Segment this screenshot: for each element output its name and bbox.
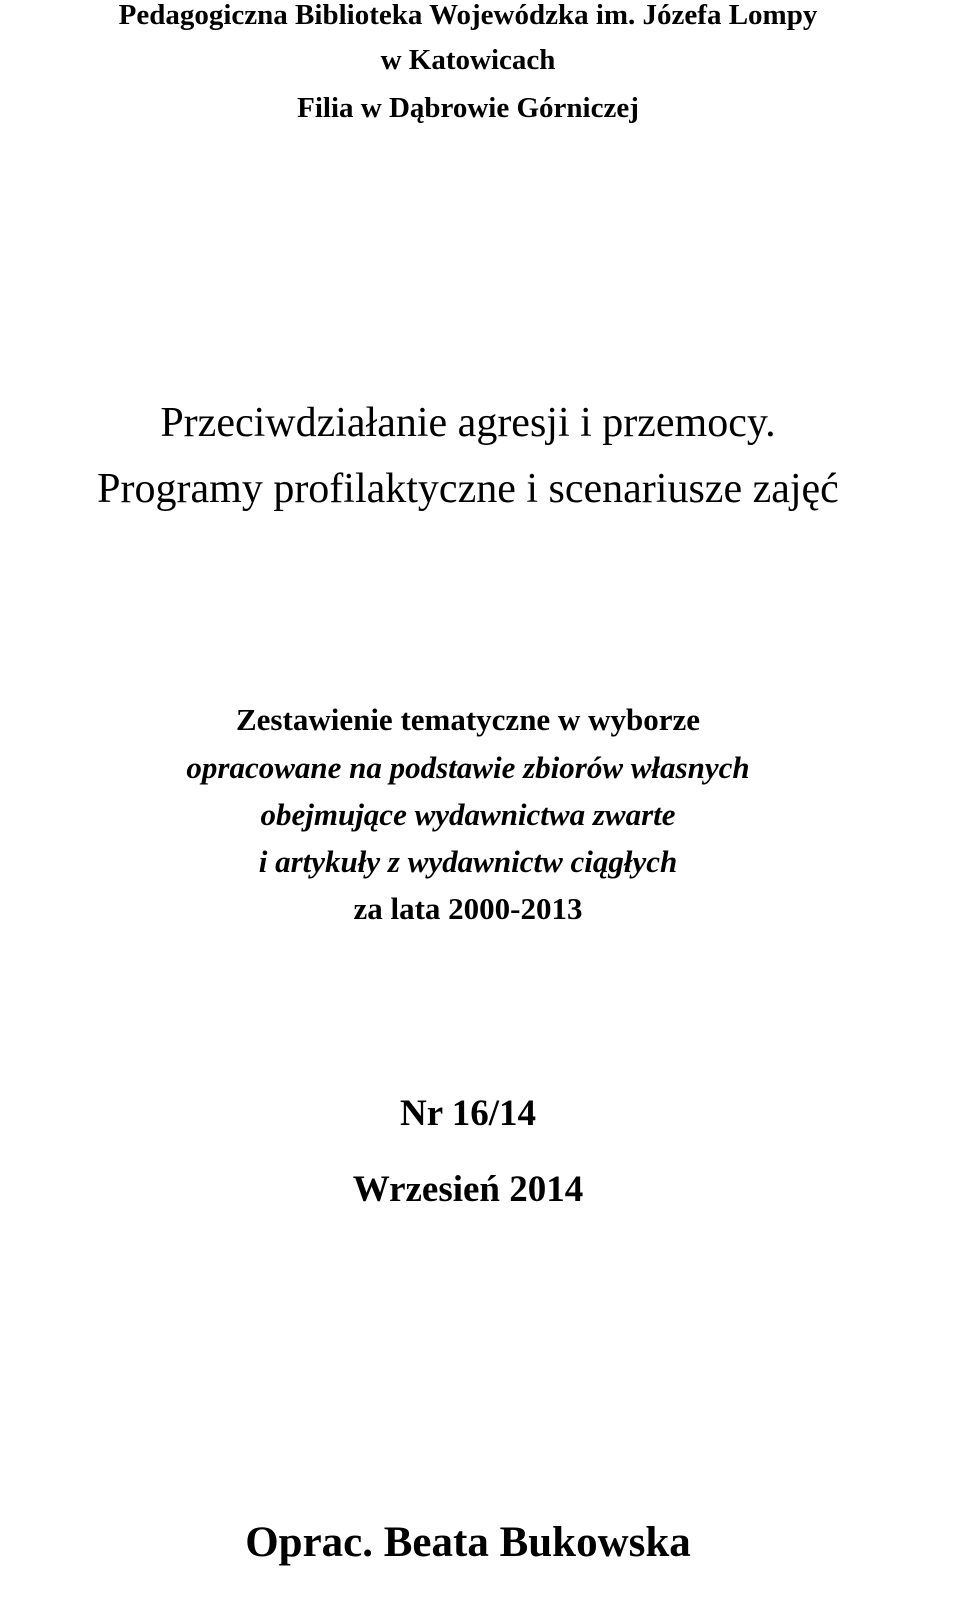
institution-name: Pedagogiczna Biblioteka Wojewódzka im. Józefa Lompy [118,0,818,31]
document-title: Przeciwdziałanie agresji i przemocy. [160,400,776,446]
issue-number: Nr 16/14 [399,1093,536,1134]
issue-date: Wrzesień 2014 [352,1169,584,1210]
institution-city: w Katowicach [380,44,556,76]
subtitle-line-4: i artykuły z wydawnictw ciągłych [258,844,678,879]
subtitle-line-2: opracowane na podstawie zbiorów własnych [186,750,750,785]
subtitle-line-3: obejmujące wydawnictwa zwarte [260,797,676,832]
document-title-continued: Programy profilaktyczne i scenariusze zajęć [97,466,839,512]
institution-branch: Filia w Dąbrowie Górniczej [297,92,639,124]
subtitle-line-1: Zestawienie tematyczne w wyborze [236,702,700,737]
subtitle-date-range: za lata 2000-2013 [353,891,583,926]
author-credit: Oprac. Beata Bukowska [245,1519,691,1566]
